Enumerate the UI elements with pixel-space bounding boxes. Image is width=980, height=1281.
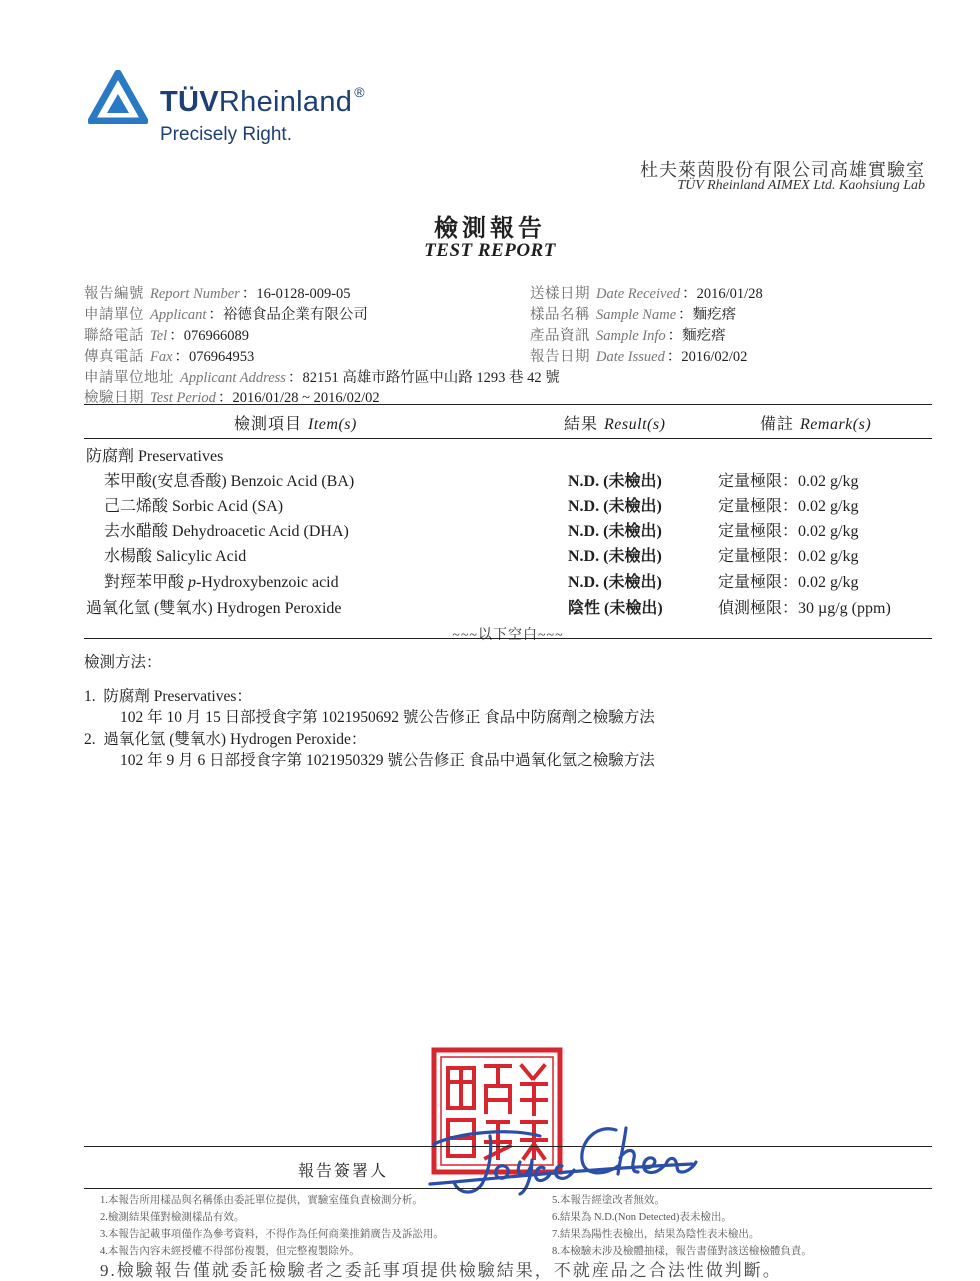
footnote-item: 2.檢測結果僅對檢測樣品有效。 bbox=[100, 1212, 245, 1223]
table-header-remark: 備註 Remark(s) bbox=[760, 416, 872, 433]
table-row-result: N.D. (未檢出) bbox=[568, 574, 662, 591]
meta-report-number: 報告編號 Report Number ：16-0128-009-05 bbox=[84, 286, 351, 302]
table-row-remark: 定量極限：0.02 g/kg bbox=[718, 574, 859, 591]
meta-sample-name: 樣品名稱 Sample Name ：麵疙瘩 bbox=[530, 307, 737, 323]
logo-brand: TÜVRheinland ® bbox=[160, 84, 365, 118]
table-row-item: 己二烯酸 Sorbic Acid (SA) bbox=[104, 498, 284, 515]
logo-slogan: Precisely Right. bbox=[160, 124, 292, 145]
table-header-rule bbox=[84, 438, 932, 439]
meta-sample-info: 產品資訊 Sample Info ：麵疙瘩 bbox=[530, 328, 726, 344]
table-row-result: 陰性 (未檢出) bbox=[568, 600, 663, 617]
table-row-result: N.D. (未檢出) bbox=[568, 548, 662, 565]
method-item-title: 2. 過氧化氫 (雙氧水) Hydrogen Peroxide： bbox=[84, 731, 367, 748]
footnote-item: 7.結果為陽性表檢出，結果為陰性表未檢出。 bbox=[552, 1229, 760, 1240]
table-row-remark: 定量極限：0.02 g/kg bbox=[718, 498, 859, 515]
table-row-item: 過氧化氫 (雙氧水) Hydrogen Peroxide bbox=[86, 600, 342, 617]
meta-tel: 聯絡電話 Tel ：076966089 bbox=[84, 328, 249, 344]
lab-name-zh: 杜夫萊茵股份有限公司高雄實驗室 bbox=[640, 160, 925, 180]
tuv-triangle-logo-icon bbox=[88, 70, 148, 124]
footnote-item: 4.本報告內容未經授權不得部份複製，但完整複製除外。 bbox=[100, 1246, 360, 1257]
table-header-result: 結果 Result(s) bbox=[564, 416, 666, 433]
footnote-item: 6.結果為 N.D.(Non Detected)表未檢出。 bbox=[552, 1212, 732, 1223]
footnote-item: 5.本報告經塗改者無效。 bbox=[552, 1195, 665, 1206]
meta-fax: 傳真電話 Fax ：076964953 bbox=[84, 349, 255, 365]
footnote-item: 3.本報告記載事項僅作為參考資料，不得作為任何商業推銷廣告及訴訟用。 bbox=[100, 1229, 444, 1240]
table-row-result: N.D. (未檢出) bbox=[568, 498, 662, 515]
footnote-cutoff-line: 9.檢驗報告僅就委託檢驗者之委託事項提供檢驗結果，不就産品之合法性做判斷。 bbox=[100, 1261, 782, 1280]
footnote-item: 1.本報告所用樣品與名稱係由委託單位提供，實驗室僅負責檢測分析。 bbox=[100, 1195, 423, 1206]
signer-label: 報告簽署人 bbox=[298, 1163, 389, 1180]
table-group-preservatives: 防腐劑 Preservatives bbox=[86, 448, 224, 465]
report-title-en: TEST REPORT bbox=[424, 240, 556, 261]
meta-applicant-address: 申請單位地址 Applicant Address ：82151 高雄市路竹區中山路 1293 巷 42 號 bbox=[84, 370, 560, 386]
report-title-zh: 檢測報告 bbox=[434, 216, 546, 242]
method-item-detail: 102 年 9 月 6 日部授食字第 1021950329 號公告修正 食品中過氧化氫之檢驗方法 bbox=[120, 752, 655, 769]
meta-date-issued: 報告日期 Date Issued ：2016/02/02 bbox=[530, 349, 748, 365]
footnote-item: 8.本檢驗未涉及檢體抽樣，報告書僅對該送檢檢體負責。 bbox=[552, 1246, 812, 1257]
footnote-top-rule bbox=[84, 1188, 932, 1189]
table-bottom-rule bbox=[84, 638, 932, 639]
method-item-detail: 102 年 10 月 15 日部授食字第 1021950692 號公告修正 食品中防腐劑之檢驗方法 bbox=[120, 709, 655, 726]
table-top-rule bbox=[84, 404, 932, 405]
lab-name-en: TÜV Rheinland AIMEX Ltd. Kaohsiung Lab bbox=[677, 178, 925, 193]
table-row-result: N.D. (未檢出) bbox=[568, 523, 662, 540]
meta-test-period: 檢驗日期 Test Period ：2016/01/28 ~ 2016/02/02 bbox=[84, 390, 380, 406]
table-row-remark: 定量極限：0.02 g/kg bbox=[718, 548, 859, 565]
table-row-item: 去水醋酸 Dehydroacetic Acid (DHA) bbox=[104, 523, 349, 540]
table-row-item: 苯甲酸(安息香酸) Benzoic Acid (BA) bbox=[104, 473, 355, 490]
table-row-item: 水楊酸 Salicylic Acid bbox=[104, 548, 247, 565]
handwritten-signature bbox=[420, 1110, 700, 1200]
meta-date-received: 送樣日期 Date Received ：2016/01/28 bbox=[530, 286, 763, 302]
table-row-item: 對羥苯甲酸 p-Hydroxybenzoic acid bbox=[104, 574, 339, 591]
methods-heading: 檢測方法： bbox=[84, 654, 162, 671]
table-header-item: 檢測項目 Item(s) bbox=[234, 416, 357, 433]
table-row-remark: 定量極限：0.02 g/kg bbox=[718, 473, 859, 490]
blank-below-marker: ~~~以下空白~~~ bbox=[452, 628, 564, 643]
table-row-result: N.D. (未檢出) bbox=[568, 473, 662, 490]
method-item-title: 1. 防腐劑 Preservatives： bbox=[84, 688, 252, 705]
meta-applicant: 申請單位 Applicant ：裕德食品企業有限公司 bbox=[84, 307, 368, 323]
table-row-remark: 定量極限：0.02 g/kg bbox=[718, 523, 859, 540]
table-row-remark: 偵測極限：30 µg/g (ppm) bbox=[718, 600, 891, 617]
